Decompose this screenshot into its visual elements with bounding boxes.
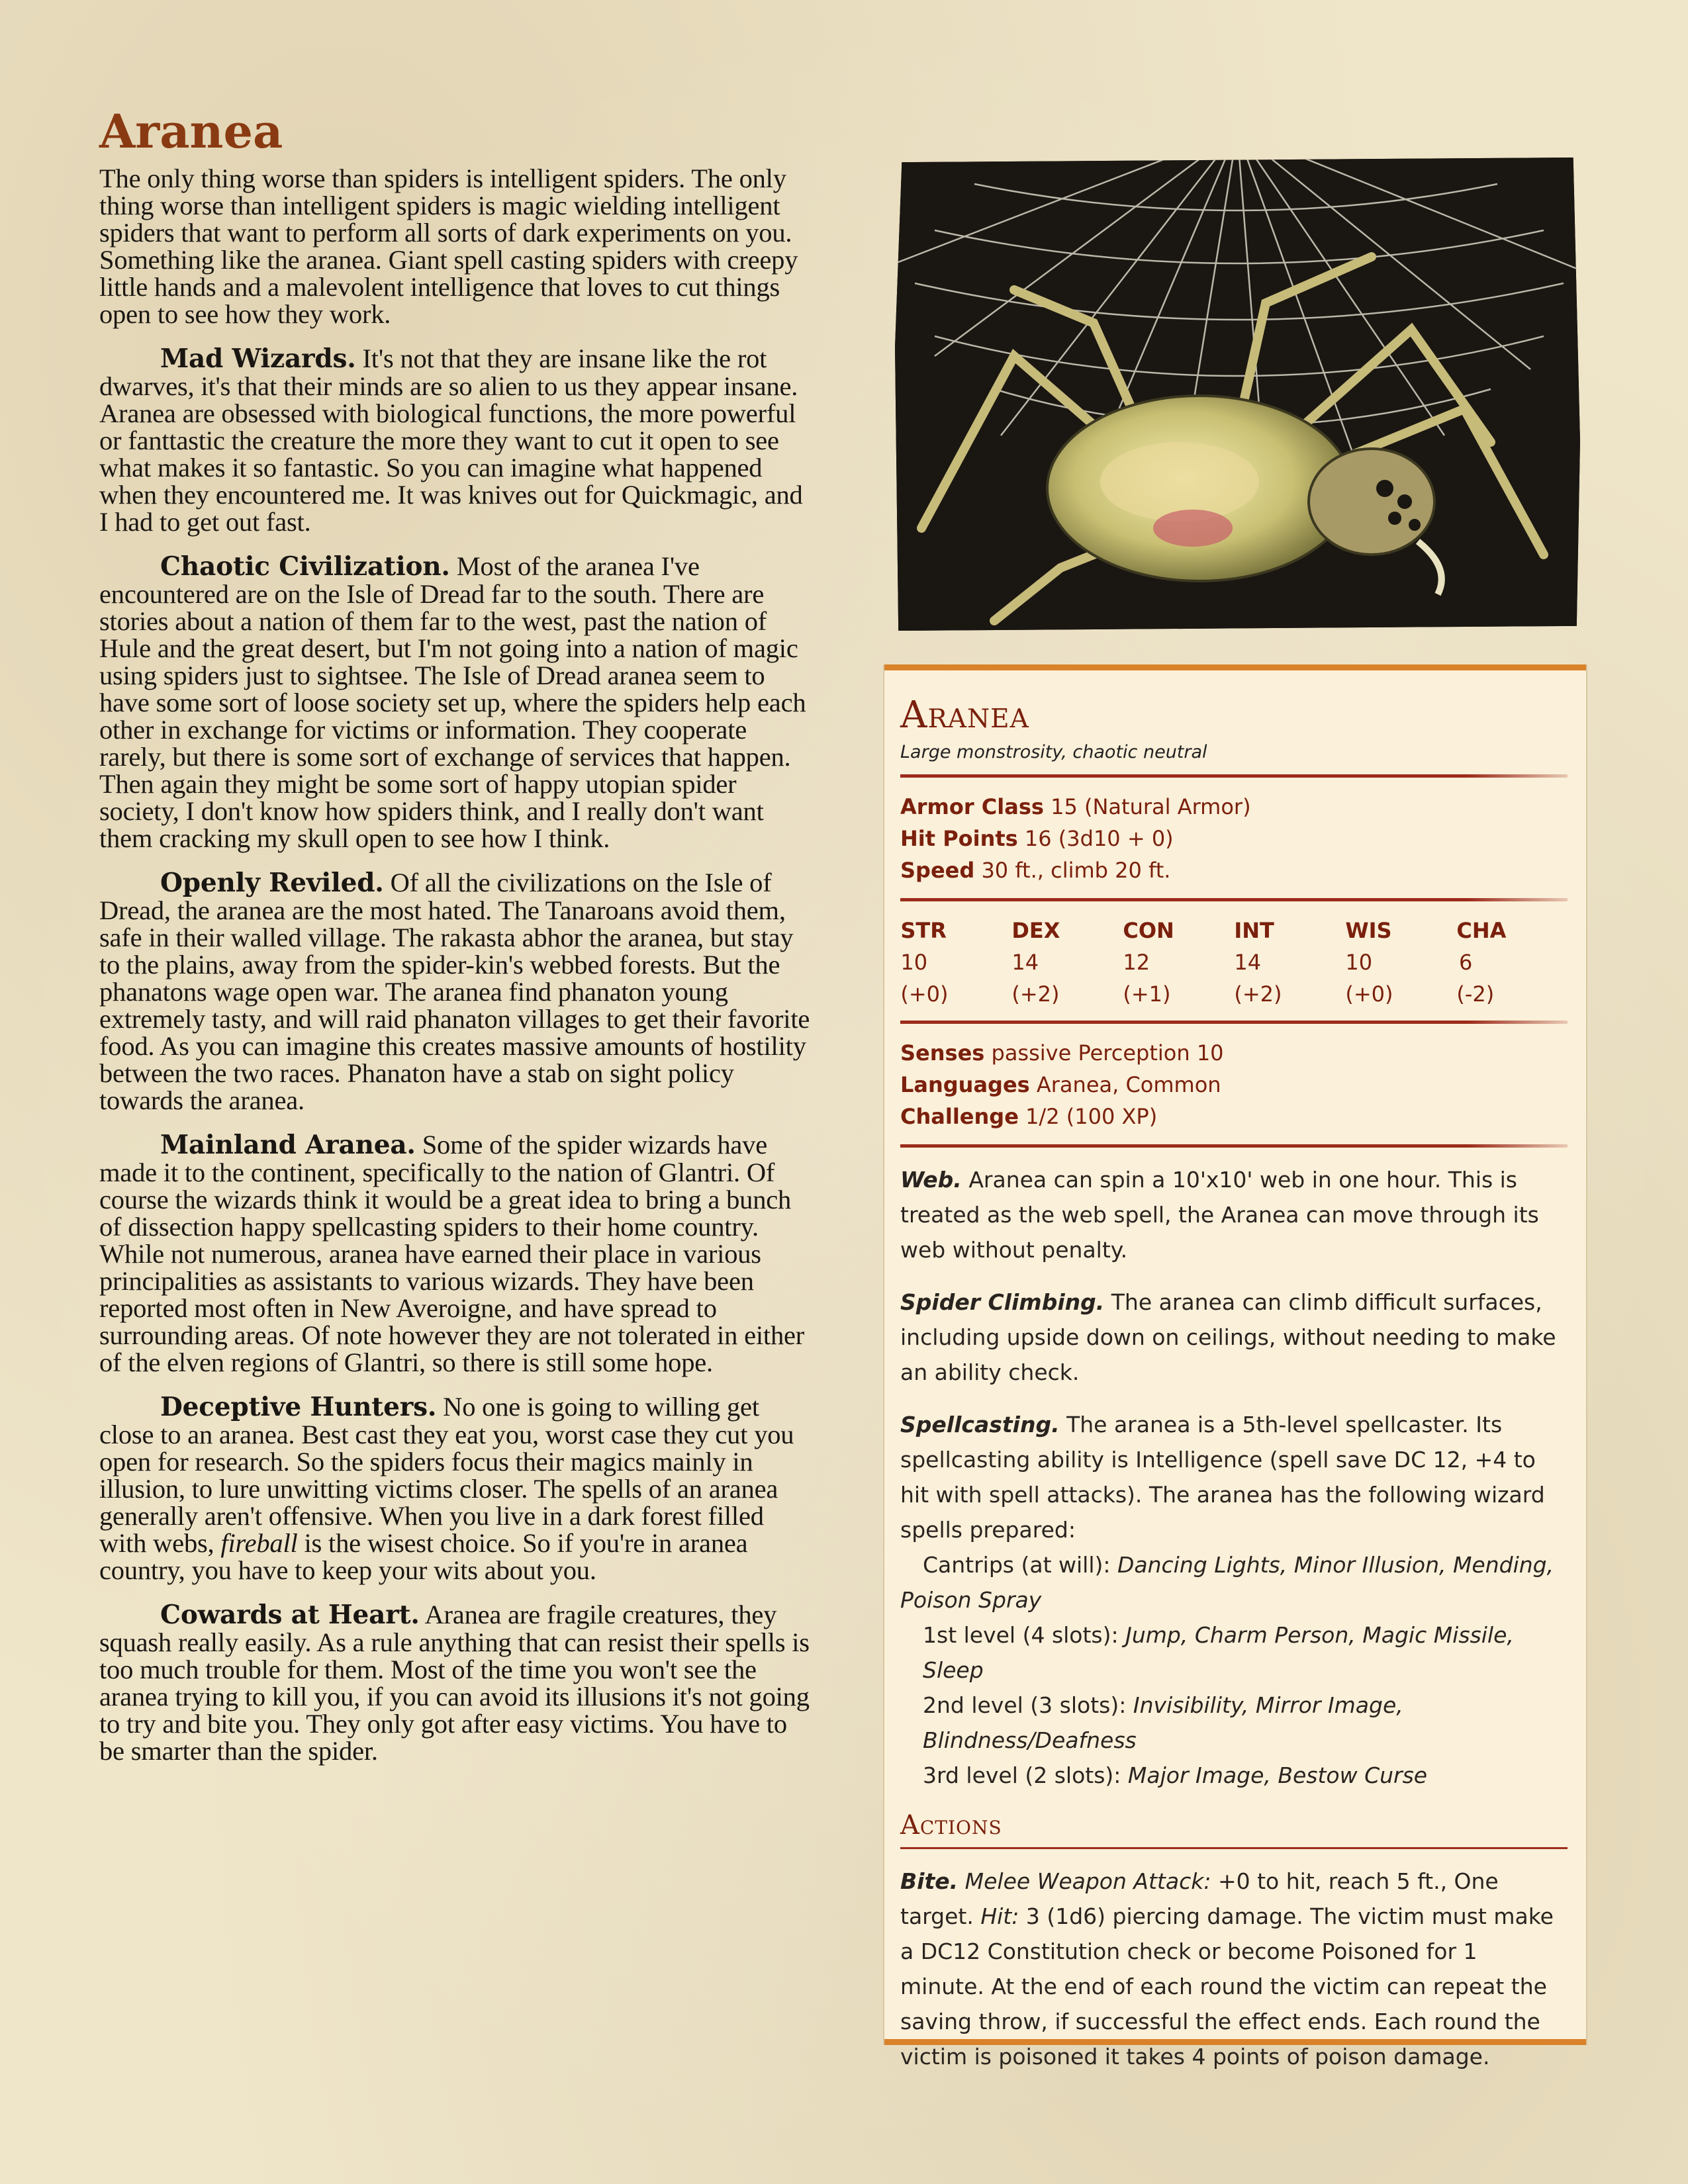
actions-heading: Actions xyxy=(900,1810,1002,1841)
ability-con: CON 12 (+1) xyxy=(1123,918,1174,1007)
defense-properties xyxy=(900,791,1568,886)
senses-properties xyxy=(900,1037,1568,1132)
trait-spellcasting: Spellcasting. The aranea is a 5th-level spellcaster. Its spellcasting ability is Intelligence (spell save DC 12, +4 to hit with spell attacks). The aranea has the following wizard spells prepared: Cantrips (at will): Dancing Lights, Minor Illusion, Mending, Poison Spray 1st level (4 slots): Jump, Charm Person, Magic Missile, Sleep 2nd level (3 slots): Invisibility, Mirror Image, Blindness/Deafness 3rd level (2 slots): Major Image, Bestow Curse xyxy=(900,1407,1568,1793)
section-mad-wizards: Mad Wizards. It's not that they are insane like the rot dwarves, it's that their minds are so alien to us they appear insane. Aranea are obsessed with biological functions, the more powerful or fanttastic the creature the more they want to cut it open to see what makes it so fantastic. So you can imagine what happened when they encountered me. It was knives out for Quickmagic, and I had to get out fast. xyxy=(99,343,803,537)
divider xyxy=(900,1144,1568,1148)
section-mainland-aranea: Mainland Aranea. Some of the spider wizards have made it to the continent, specifically to the nation of Glantri. Of course the wizards think it would be a great idea to bring a bunch of dissection happy spellcasting spiders to their home country. While not numerous, aranea have earned their place in various principalities as assistants to various wizards. They have been reported most often in New Averoigne, and have spread to surrounding areas. Of note however they are not tolerated in either of the elven regions of Glantri, so there is still some hope. xyxy=(99,1130,805,1377)
divider xyxy=(900,898,1568,901)
monster-type: Large monstrosity, chaotic neutral xyxy=(900,742,1207,762)
section-deceptive-hunters: Deceptive Hunters. No one is going to willing get close to an aranea. Best cast they eat you, worst case they cut you open for research. So the spiders focus their magics mainly in illusion, to lure unwitting victims closer. The spells of an aranea generally aren't offensive. When you live in a dark forest filled with webs, fireball is the wisest choice. So if you're in aranea country, you have to keep your wits about you. xyxy=(99,1392,794,1585)
intro-paragraph: The only thing worse than spiders is intelligent spiders. The only thing worse than intelligent spiders is magic wielding intelligent spiders that want to perform all sorts of dark experiments on you. Something like the aranea. Giant spell casting spiders with creepy little hands and a malevolent intelligence that loves to cut things open to see how they work. xyxy=(99,163,798,329)
speed: Speed 30 ft., climb 20 ft. xyxy=(900,858,1171,883)
section-heading: Chaotic Civilization. xyxy=(160,551,450,582)
spell-list-level-1: 1st level (4 slots): Jump, Charm Person, Magic Missile, Sleep xyxy=(923,1622,1514,1683)
trait-spider-climbing: Spider Climbing. The aranea can climb difficult surfaces, including upside down on ceilings, without needing to make an ability check. xyxy=(900,1289,1556,1385)
divider xyxy=(900,1847,1568,1849)
ability-dex: DEX 14 (+2) xyxy=(1011,918,1060,1007)
challenge: Challenge 1/2 (100 XP) xyxy=(900,1104,1158,1129)
divider xyxy=(900,774,1568,778)
spell-list-cantrips: Cantrips (at will): Dancing Lights, Minor Illusion, Mending, Poison Spray xyxy=(900,1552,1554,1613)
monster-name: Aranea xyxy=(900,694,1029,737)
spider-on-web-image xyxy=(895,158,1580,631)
hit-points: Hit Points 16 (3d10 + 0) xyxy=(900,826,1174,851)
action-bite: Bite. Melee Weapon Attack: +0 to hit, reach 5 ft., One target. Hit: 3 (1d6) piercing damage. The victim must make a DC12 Constitution check or become Poisoned for 1 minute. At the end of each round the victim can repeat the saving throw, if successful the effect ends. Each round the victim is poisoned it takes 4 points of poison damage. xyxy=(900,1868,1554,2070)
languages: Languages Aranea, Common xyxy=(900,1072,1221,1097)
page-title: Aranea xyxy=(99,104,283,159)
article-column xyxy=(99,106,814,1782)
ability-int: INT 14 (+2) xyxy=(1234,918,1282,1007)
section-cowards-at-heart: Cowards at Heart. Aranea are fragile creatures, they squash really easily. As a rule anything that can resist their spells is too much trouble for them. Most of the time you won't see the aranea trying to kill you, if you can avoid its illusions it's not going to try and bite you. They only got after easy victims. You have to be smarter than the spider. xyxy=(99,1600,810,1766)
monster-stat-block xyxy=(884,664,1586,2070)
divider xyxy=(900,1021,1568,1024)
armor-class: Armor Class 15 (Natural Armor) xyxy=(900,794,1251,819)
section-heading: Mad Wizards. xyxy=(160,343,356,374)
section-openly-reviled: Openly Reviled. Of all the civilizations on the Isle of Dread, the aranea are the most hated. The Tanaroans avoid them, safe in their walled village. The rakasta abhor the aranea, but stay to the plains, away from the spider-kin's webbed forests. But the phanatons wage open war. The aranea find phanaton young extremely tasty, and will raid phanaton villages to get their favorite food. As you can imagine this creates massive amounts of hostility between the two races. Phanaton have a stab on sight policy towards the aranea. xyxy=(99,868,810,1115)
spell-list-level-3: 3rd level (2 slots): Major Image, Bestow Curse xyxy=(923,1762,1428,1788)
ability-str: STR 10 (+0) xyxy=(900,918,949,1007)
trait-web: Web. Aranea can spin a 10'x10' web in one hour. This is treated as the web spell, the Aranea can move through its web without penalty. xyxy=(900,1167,1539,1263)
section-heading: Cowards at Heart. xyxy=(160,1600,420,1630)
section-chaotic-civilization: Chaotic Civilization. Most of the aranea I've encountered are on the Isle of Dread far to the south. There are stories about a nation of them far to the west, past the nation of Hule and the great desert, but I'm not going into a nation of magic using spiders just to sightsee. The Isle of Dread aranea seem to have some sort of loose society set up, where the spiders help each other in exchange for victims or information. They cooperate rarely, but there is some sort of exchange of services that happen. Then again they might be some sort of happy utopian spider society, I don't know how spiders think, and I really don't want them cracking my skull open to see how I think. xyxy=(99,551,806,853)
section-heading: Openly Reviled. xyxy=(160,868,384,898)
senses: Senses passive Perception 10 xyxy=(900,1040,1224,1066)
spell-list-level-2: 2nd level (3 slots): Invisibility, Mirror Image, Blindness/Deafness xyxy=(923,1692,1403,1753)
aranea-illustration xyxy=(895,158,1580,631)
section-heading: Deceptive Hunters. xyxy=(160,1392,437,1422)
ability-cha: CHA 6 (-2) xyxy=(1456,918,1507,1007)
ability-scores xyxy=(900,915,1568,1010)
ability-wis: WIS 10 (+0) xyxy=(1345,918,1393,1007)
section-heading: Mainland Aranea. xyxy=(160,1130,416,1160)
